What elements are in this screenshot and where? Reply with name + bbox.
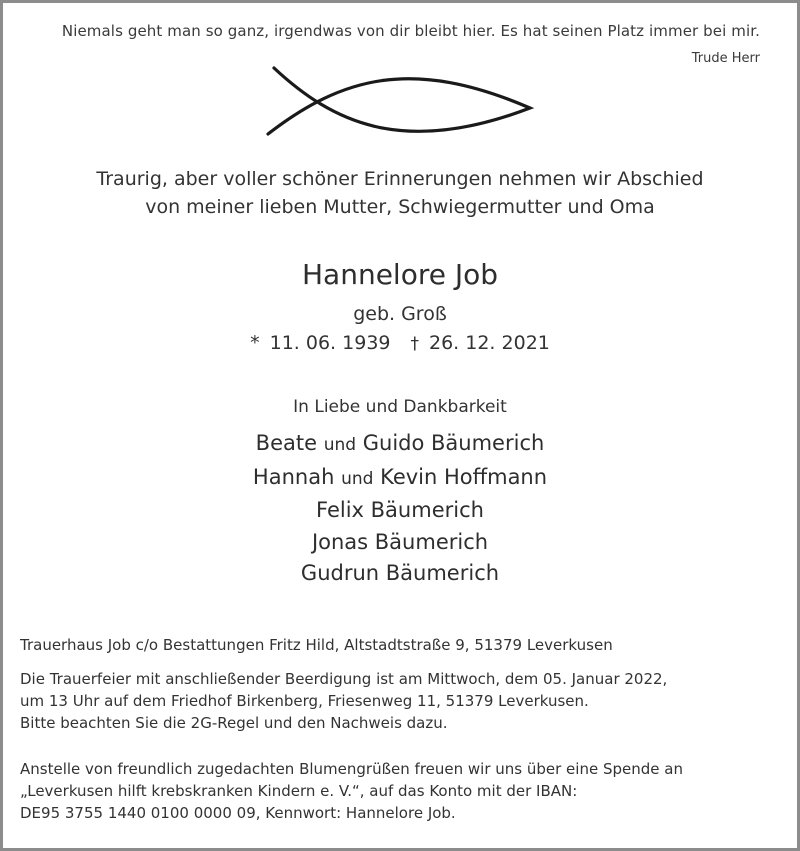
mourner-entry: Beate und Guido Bäumerich — [255, 431, 545, 455]
intro-line-1: Traurig, aber voller schöner Erinnerungen nehmen wir Abschied — [96, 168, 704, 190]
ichthys-fish-icon — [262, 62, 538, 142]
mourners-list — [0, 428, 800, 590]
quote-author: Trude Herr — [691, 51, 760, 66]
quote-text: Niemals geht man so ganz, irgendwas von dir bleibt hier. Es hat seinen Platz immer bei mir. — [61, 22, 760, 40]
mourner-entry: Hannah und Kevin Hoffmann — [252, 464, 548, 489]
ceremony-info: Die Trauerfeier mit anschließender Beerdigung ist am Mittwoch, dem 05. Januar 2022, um 13 Uhr auf dem Friedhof Birkenberg, Friesenweg 11, 51379 Leverkusen. Bitte beachten Sie die 2G-Regel und den Nachweis dazu. — [20, 670, 668, 732]
dedication-text: In Liebe und Dankbarkeit — [293, 397, 507, 417]
deceased-name: Hannelore Job — [301, 258, 499, 291]
mourner-entry: Jonas Bäumerich — [311, 529, 489, 554]
donation-info: Anstelle von freundlich zugedachten Blumengrüßen freuen wir uns über eine Spende an „Leverkusen hilft krebskranken Kindern e. V.“, auf das Konto mit der IBAN: DE95 3755 1440 0100 0000 09, Kennwort: Hannelore Job. — [20, 760, 683, 822]
death-date: 26. 12. 2021 — [429, 332, 550, 354]
life-dates — [0, 332, 800, 354]
intro-line-2: von meiner lieben Mutter, Schwiegermutter und Oma — [145, 196, 655, 218]
birth-date: 11. 06. 1939 — [269, 332, 391, 354]
maiden-name: geb. Groß — [353, 303, 447, 325]
mourner-entry: Gudrun Bäumerich — [300, 561, 500, 585]
mourner-entry: Felix Bäumerich — [316, 498, 484, 522]
birth-symbol: * — [250, 332, 260, 354]
death-symbol: † — [410, 334, 419, 354]
funeral-home-address: Trauerhaus Job c/o Bestattungen Fritz Hild, Altstadtstraße 9, 51379 Leverkusen — [20, 636, 613, 654]
